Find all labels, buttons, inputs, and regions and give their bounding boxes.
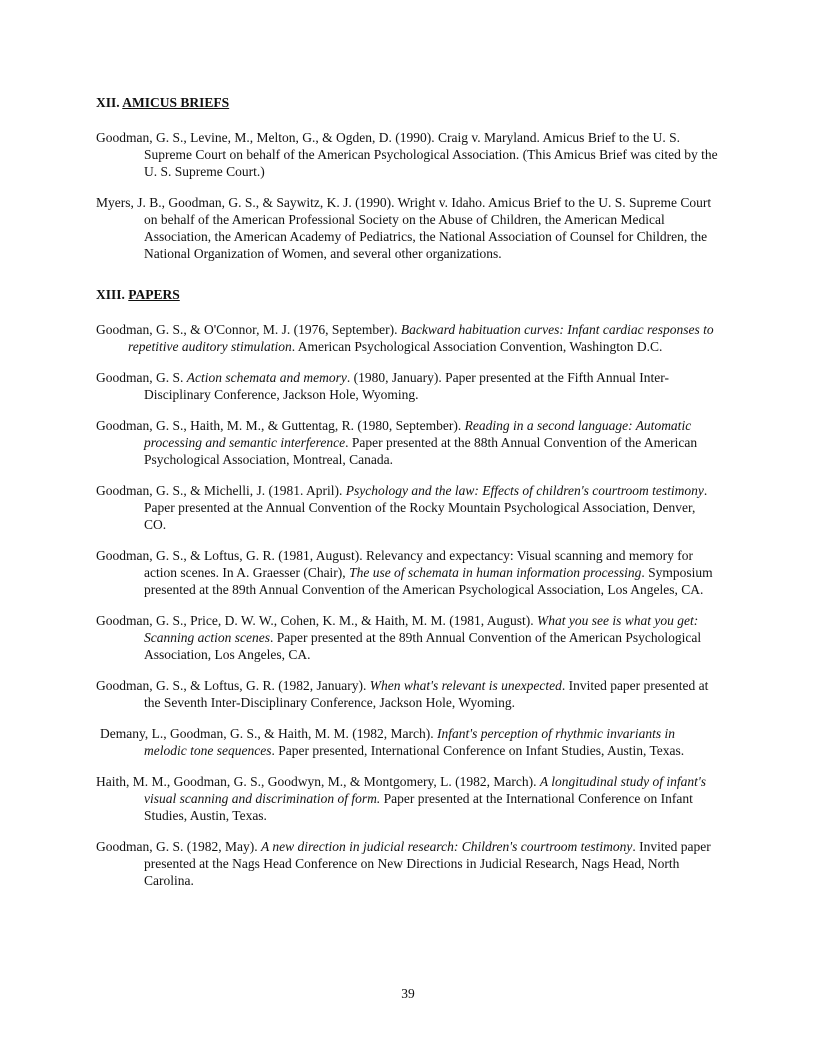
reference-text: Goodman, G. S. bbox=[96, 370, 187, 385]
reference-text: . Paper presented at the 88th Annual Convention of the American Psychological Association, Montreal, Canada. bbox=[144, 435, 698, 467]
reference-entry bbox=[96, 321, 720, 355]
reference-entry bbox=[96, 838, 720, 889]
reference-title-italic: A new direction in judicial research: Children's courtroom testimony bbox=[261, 839, 633, 854]
reference-entry bbox=[96, 417, 720, 468]
section-heading bbox=[96, 286, 720, 303]
reference-title-italic: Infant's perception of rhythmic invariants in melodic tone sequences bbox=[144, 726, 675, 758]
reference-entry bbox=[96, 677, 720, 711]
reference-title-italic: When what's relevant is unexpected bbox=[369, 678, 562, 693]
reference-text: . Symposium presented at the 89th Annual Convention of the American Psychological Association, Los Angeles, CA. bbox=[144, 565, 713, 597]
section-number: XIII. bbox=[96, 287, 129, 302]
reference-text: . Paper presented, International Conference on Infant Studies, Austin, Texas. bbox=[271, 743, 685, 758]
reference-text: Goodman, G. S. (1982, May). bbox=[96, 839, 261, 854]
reference-text: Goodman, G. S., & Loftus, G. R. (1982, January). bbox=[96, 678, 370, 693]
reference-text: Goodman, G. S., Price, D. W. W., Cohen, K. M., & Haith, M. M. (1981, August). bbox=[96, 613, 538, 628]
reference-entry bbox=[96, 194, 720, 262]
section-title: AMICUS BRIEFS bbox=[122, 95, 230, 110]
reference-title-italic: Action schemata and memory bbox=[186, 370, 347, 385]
reference-title-italic: Psychology and the law: Effects of children's courtroom testimony bbox=[345, 483, 704, 498]
reference-text: Goodman, G. S., Haith, M. M., & Guttentag, R. (1980, September). bbox=[96, 418, 465, 433]
section-number: XII. bbox=[96, 95, 123, 110]
reference-title-italic: A longitudinal study of infant's visual scanning and discrimination of form. bbox=[144, 774, 706, 806]
reference-text: Goodman, G. S., & O'Connor, M. J. (1976, September). bbox=[96, 322, 401, 337]
reference-text: Goodman, G. S., & Loftus, G. R. (1981, August). Relevancy and expectancy: Visual scanning and memory for action scenes. In A. Graesser (Chair), bbox=[96, 548, 693, 580]
section-title: PAPERS bbox=[128, 287, 180, 302]
reference-entry bbox=[96, 129, 720, 180]
reference-text: . Paper presented at the 89th Annual Convention of the American Psychological Association, Los Angeles, CA. bbox=[144, 630, 702, 662]
section-heading bbox=[96, 94, 720, 111]
reference-entry bbox=[96, 369, 720, 403]
reference-text: Paper presented at the International Conference on Infant Studies, Austin, Texas. bbox=[144, 791, 693, 823]
page-number: 39 bbox=[401, 986, 415, 1001]
reference-entry bbox=[96, 773, 720, 824]
reference-entry bbox=[96, 612, 720, 663]
reference-text: Demany, L., Goodman, G. S., & Haith, M. M. (1982, March). bbox=[100, 726, 437, 741]
reference-title-italic: What you see is what you get: Scanning action scenes bbox=[144, 613, 699, 645]
reference-entry bbox=[96, 482, 720, 533]
reference-text: . Paper presented at the Annual Convention of the Rocky Mountain Psychological Association, Denver, CO. bbox=[144, 483, 708, 532]
reference-title-italic: The use of schemata in human information processing bbox=[349, 565, 642, 580]
reference-text: . Invited paper presented at the Seventh Inter-Disciplinary Conference, Jackson Hole, Wyoming. bbox=[144, 678, 709, 710]
reference-title-italic: Backward habituation curves: Infant cardiac responses to repetitive auditory stimulation bbox=[128, 322, 714, 354]
reference-entry bbox=[96, 547, 720, 598]
reference-text: . American Psychological Association Convention, Washington D.C. bbox=[291, 339, 663, 354]
reference-text: . (1980, January). Paper presented at the Fifth Annual Inter-Disciplinary Conference, Jackson Hole, Wyoming. bbox=[144, 370, 669, 402]
reference-text: Haith, M. M., Goodman, G. S., Goodwyn, M., & Montgomery, L. (1982, March). bbox=[96, 774, 540, 789]
document-body bbox=[96, 94, 720, 889]
reference-text: Goodman, G. S., & Michelli, J. (1981. April). bbox=[96, 483, 346, 498]
reference-text: Myers, J. B., Goodman, G. S., & Saywitz, K. J. (1990). Wright v. Idaho. Amicus Brief to the U. S. Supreme Court on behalf of the American Professional Society on the Abuse of Children, the American Medical Association, the American Academy of Pediatrics, the National Association of Counsel for Children, the National Organization of Women, and several other organizations. bbox=[96, 195, 712, 261]
reference-text: Goodman, G. S., Levine, M., Melton, G., & Ogden, D. (1990). Craig v. Maryland. Amicus Brief to the U. S. Supreme Court on behalf of the American Psychological Association. (This Amicus Brief was cited by the U. S. Supreme Court.) bbox=[96, 130, 718, 179]
reference-entry bbox=[96, 725, 720, 759]
reference-title-italic: Reading in a second language: Automatic processing and semantic interference bbox=[144, 418, 692, 450]
reference-text: . Invited paper presented at the Nags Head Conference on New Directions in Judicial Research, Nags Head, North Carolina. bbox=[144, 839, 711, 888]
